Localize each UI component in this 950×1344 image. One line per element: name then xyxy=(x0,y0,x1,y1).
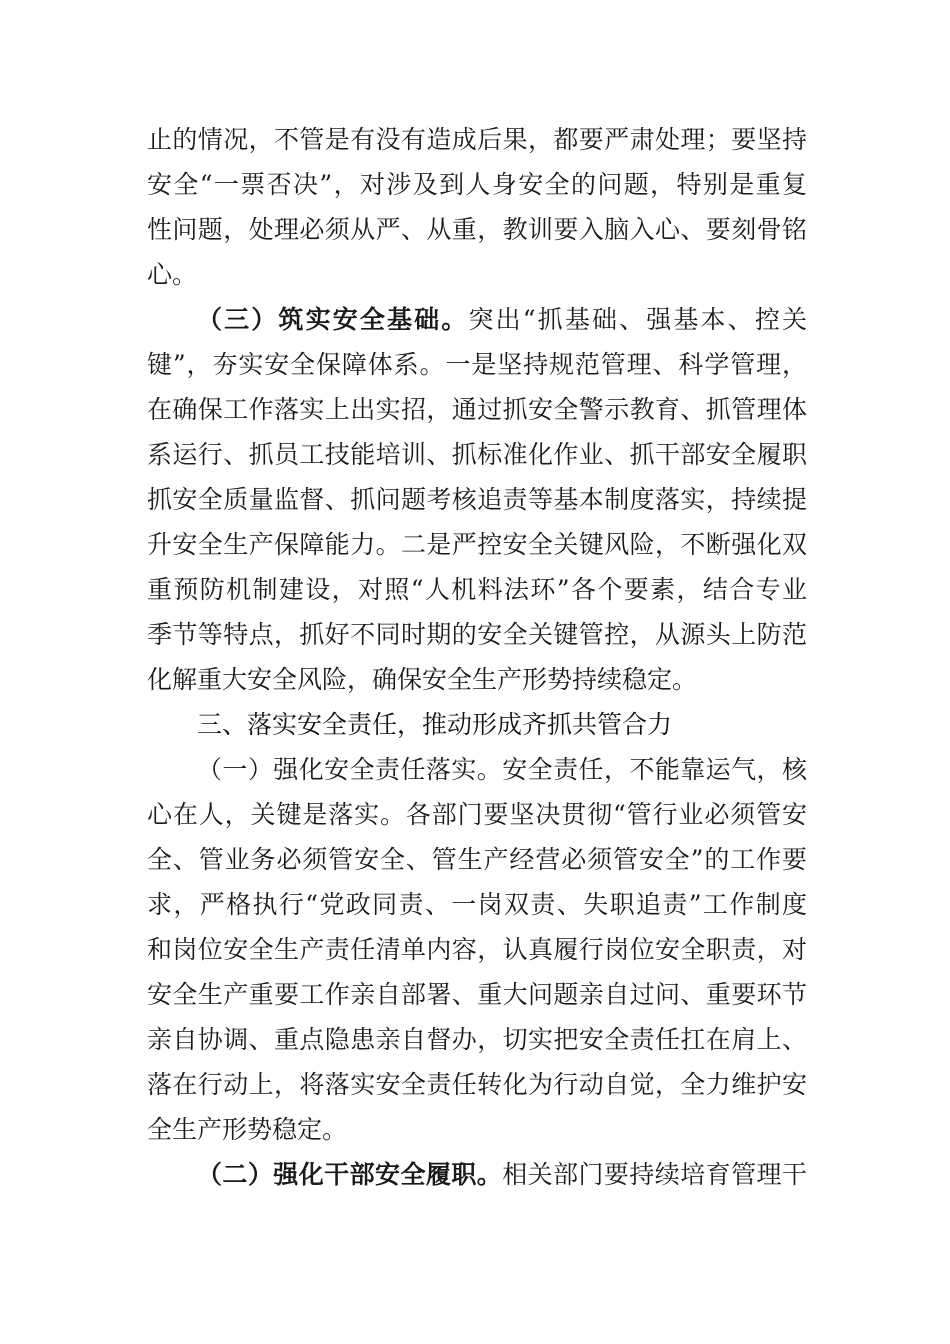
paragraph-line: 落在行动上，将落实安全责任转化为行动自觉，全力维护安 xyxy=(147,1070,807,1099)
paragraph-first-line xyxy=(197,1153,807,1197)
paragraph-line: 抓安全质量监督、抓问题考核追责等基本制度落实，持续提 xyxy=(147,485,807,514)
paragraph-line: 在确保工作落实上出实招，通过抓安全警示教育、抓管理体 xyxy=(147,395,807,424)
paragraph-first-line: （一）强化安全责任落实。安全责任，不能靠运气，核 xyxy=(197,755,807,784)
paragraph-line: 求，严格执行“党政同责、一岗双责、失职追责”工作制度 xyxy=(147,890,807,919)
paragraph-line: 升安全生产保障能力。二是严控安全关键风险，不断强化双 xyxy=(147,530,807,559)
paragraph-line: 全生产形势稳定。 xyxy=(147,1115,348,1144)
subsection-title: （二）强化干部安全履职。 xyxy=(197,1160,503,1189)
paragraph-line: 亲自协调、重点隐患亲自督办，切实把安全责任扛在肩上、 xyxy=(147,1025,807,1054)
subsection-title: （三）筑实安全基础。 xyxy=(197,305,469,334)
paragraph-line: 系运行、抓员工技能培训、抓标准化作业、抓干部安全履职 xyxy=(147,440,807,469)
paragraph-line: 重预防机制建设，对照“人机料法环”各个要素，结合专业 xyxy=(147,575,807,604)
paragraph-first-line xyxy=(197,298,807,342)
paragraph-line: 心在人，关键是落实。各部门要坚决贯彻“管行业必须管安 xyxy=(147,800,807,829)
paragraph-text: 突出“抓基础、强基本、控关 xyxy=(468,305,807,334)
paragraph-line: 和岗位安全生产责任清单内容，认真履行岗位安全职责，对 xyxy=(147,935,807,964)
section-heading: 三、落实安全责任，推动形成齐抓共管合力 xyxy=(197,710,673,739)
paragraph-line: 安全生产重要工作亲自部署、重大问题亲自过问、重要环节 xyxy=(147,980,807,1009)
paragraph-line: 心。 xyxy=(147,260,198,289)
paragraph-text: 相关部门要持续培育管理干 xyxy=(502,1160,807,1189)
paragraph-line: 全、管业务必须管安全、管生产经营必须管安全”的工作要 xyxy=(147,845,807,874)
paragraph-line: 化解重大安全风险，确保安全生产形势持续稳定。 xyxy=(147,665,698,694)
paragraph-line: 季节等特点，抓好不同时期的安全关键管控，从源头上防范 xyxy=(147,620,807,649)
paragraph-line: 键”，夯实安全保障体系。一是坚持规范管理、科学管理， xyxy=(147,350,807,379)
paragraph-line: 止的情况，不管是有没有造成后果，都要严肃处理；要坚持 xyxy=(147,125,807,154)
paragraph-line: 安全“一票否决”，对涉及到人身安全的问题，特别是重复 xyxy=(147,170,807,199)
paragraph-line: 性问题，处理必须从严、从重，教训要入脑入心、要刻骨铭 xyxy=(147,215,807,244)
